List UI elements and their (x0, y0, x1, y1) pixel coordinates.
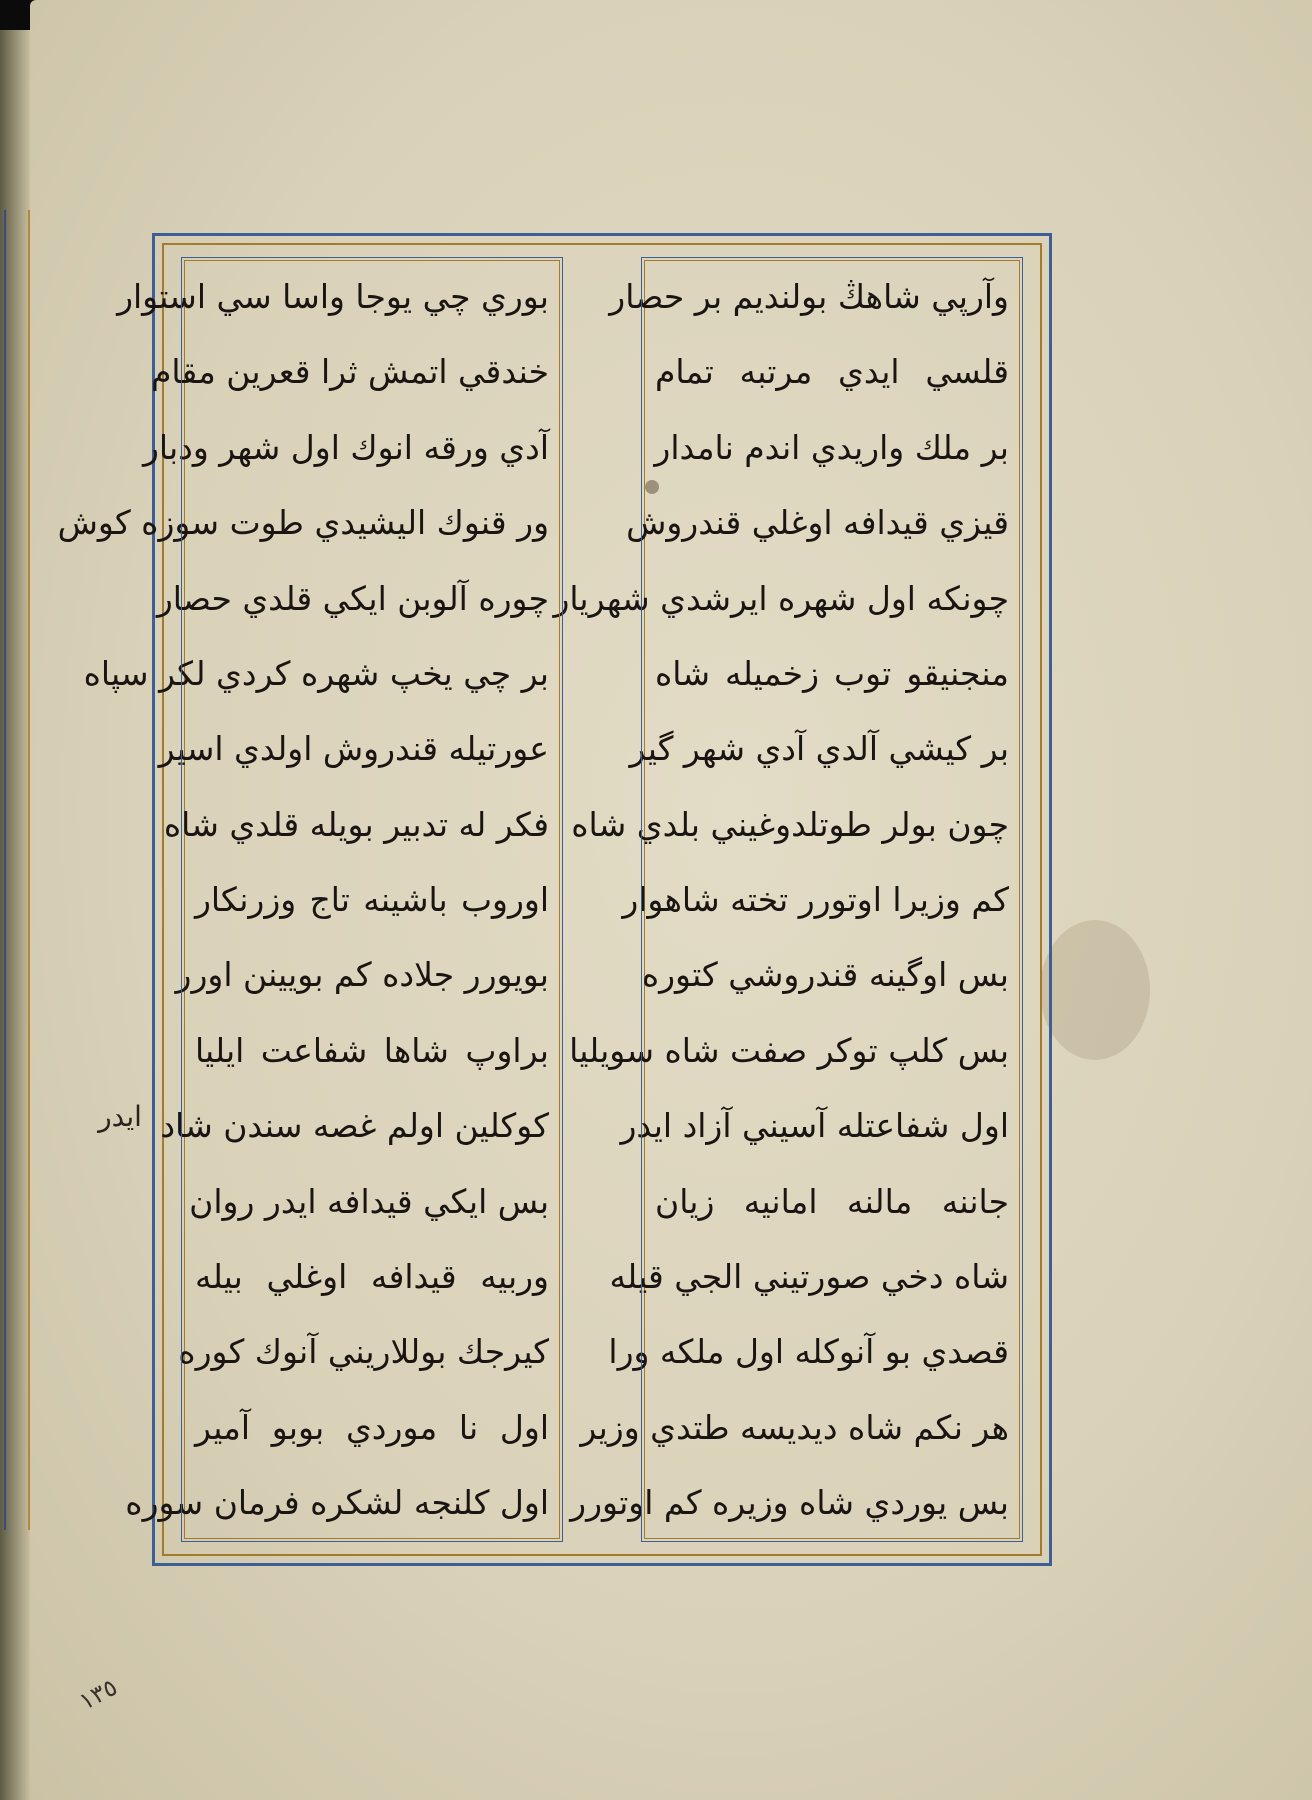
previous-page-border (4, 210, 30, 1530)
verse-line: بر چي يخپ شهره كردي لكر سپاه (83, 653, 549, 693)
verse-line: اول كلنجه لشكره فرمان سوره (125, 1483, 549, 1522)
verse-line: كيرجك بوللاريني آنوك كوره (178, 1332, 549, 1372)
verse-line: هر نكم شاه ديديسه طتدي وزير (580, 1407, 1009, 1447)
verse-line: بر كيشي آلدي آدي شهر گير (629, 729, 1009, 769)
folio-number: ١٣٥ (74, 1672, 122, 1716)
verse-line: آدي ورقه انوك اول شهر ودبار (142, 427, 549, 467)
text-frame (57, 233, 1052, 1566)
verse-line: بوري چي يوجا واسا سي استوار (117, 277, 549, 316)
verse-line: قصدي بو آنوكله اول ملكه ورا (608, 1332, 1009, 1372)
verse-line: چوره آلوبن ايكي قلدي حصار (156, 578, 549, 618)
verse-line: براوپ شاها شفاعت ايليا (195, 1030, 549, 1070)
verse-line: منجنيقو توب زخميله شاه (655, 653, 1009, 693)
verse-line: اوروب باشينه تاج وزرنكار (195, 880, 549, 919)
verse-line: بس اوگينه قندروشي كتوره (641, 955, 1009, 995)
text-frame-inner-rule (57, 243, 1042, 1556)
verse-line: قيزي قيدافه اوغلي قندروش (626, 503, 1009, 543)
verse-line: شاه دخي صورتيني الجي قيله (609, 1256, 1009, 1296)
verse-line: قلسي ايدي مرتبه تمام (655, 352, 1009, 392)
verse-line: خندقي اتمش ثرا قعرين مقام (150, 352, 549, 392)
verse-line: اول شفاعتله آسيني آزاد ايدر (620, 1106, 1009, 1146)
verse-line: عورتيله قندروش اولدي اسير (158, 729, 549, 769)
verse-line: بس كلپ توكر صفت شاه سويليا (569, 1030, 1009, 1070)
verse-line: چونكه اول شهره ايرشدي شهريار (553, 578, 1009, 618)
left-text-column (57, 260, 560, 1539)
verse-line: فكر له تدبير بويله قلدي شاه (163, 804, 549, 844)
verse-line: وربيه قيدافه اوغلي بيله (195, 1256, 549, 1296)
verse-line: وآرپي شاهڭ بولنديم بر حصار (609, 277, 1009, 316)
verse-line: اول نا موردي بوبو آمير (195, 1407, 549, 1447)
verse-line: بويورر جلاده كم بويينن اورر (175, 955, 549, 995)
verse-line: بر ملك واريدي اندم نامدار (654, 427, 1009, 467)
verse-line: بس ايكي قيدافه ايدر روان (189, 1181, 549, 1221)
verse-line: چون بولر طوتلدوغيني بلدي شاه (571, 804, 1009, 844)
paper-stain (1040, 920, 1150, 1060)
verse-line: ور قنوك اليشيدي طوت سوزه كوش (57, 503, 549, 543)
margin-note: ايدر (98, 1100, 142, 1133)
column-divider (608, 260, 630, 1539)
verse-line: كم وزيرا اوتورر تخته شاهوار (622, 880, 1009, 919)
verse-line: كوكلين اولم غصه سندن شاد (160, 1106, 549, 1146)
previous-page-edge (0, 30, 30, 1800)
right-text-column (553, 260, 1020, 1539)
verse-line: جاننه مالنه امانيه زيان (655, 1181, 1009, 1221)
verse-line: بس يوردي شاه وزيره كم اوتورر (570, 1483, 1009, 1522)
